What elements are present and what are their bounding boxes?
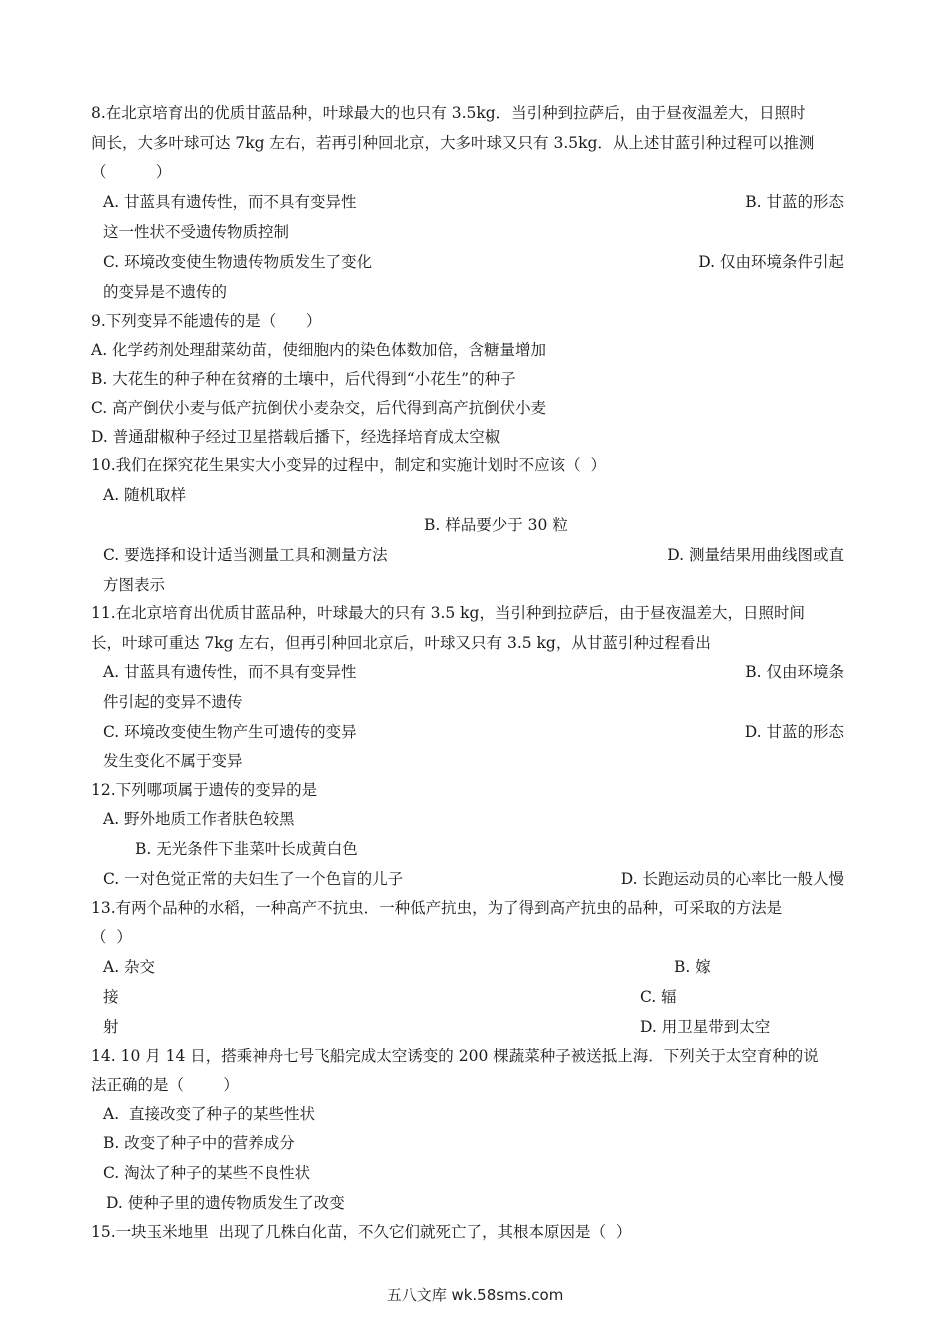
q9-option-a: A. 化学药剂处理甜菜幼苗，使细胞内的染色体数加倍，含糖量增加 [91, 341, 547, 359]
q8-stem-line-3: （ ） [91, 163, 172, 181]
q10-stem: 10.我们在探究花生果实大小变异的过程中，制定和实施计划时不应该（ ） [91, 456, 607, 474]
q8-option-b-cont: 这一性状不受遗传物质控制 [103, 223, 290, 241]
q14-stem-line-1: 14. 10 月 14 日，搭乘神舟七号飞船完成太空诱变的 200 棵蔬菜种子被送抵上海．下列关于太空育种的说 [91, 1047, 819, 1065]
q9-option-b: B. 大花生的种子种在贫瘠的土壤中，后代得到“小花生”的种子 [91, 370, 516, 388]
q11-option-d-cont: 发生变化不属于变异 [103, 752, 243, 770]
q11-stem-line-2: 长，叶球可重达 7kg 左右，但再引种回北京后，叶球又只有 3.5 kg，从甘蓝引种过程看出 [91, 634, 711, 652]
q8-stem-line-2: 间长，大多叶球可达 7kg 左右，若再引种回北京，大多叶球又只有 3.5kg．从上述甘蓝引种过程可以推测 [91, 134, 815, 152]
q10-option-a: A. 随机取样 [103, 486, 187, 504]
q11-option-b-cont: 件引起的变异不遗传 [103, 693, 243, 711]
q13-option-c: C. 辐 [640, 988, 677, 1006]
q11-option-b: B. 仅由环境条 [745, 663, 844, 681]
q12-stem: 12.下列哪项属于遗传的变异的是 [91, 781, 318, 799]
q9-stem: 9.下列变异不能遗传的是（ ） [91, 312, 322, 330]
q14-option-a: A. 直接改变了种子的某些性状 [103, 1105, 315, 1123]
q13-option-b: B. 嫁 [674, 958, 711, 976]
q13-option-b-cont: 接 [103, 988, 119, 1006]
q10-option-b: B. 样品要少于 30 粒 [424, 516, 568, 534]
q12-option-b: B. 无光条件下韭菜叶长成黄白色 [135, 840, 358, 858]
q13-stem-line-1: 13.有两个品种的水稻，一种高产不抗虫．一种低产抗虫，为了得到高产抗虫的品种，可采取的方法是 [91, 899, 783, 917]
q13-stem-line-2: （ ） [91, 928, 132, 946]
q15-stem: 15.一块玉米地里 出现了几株白化苗，不久它们就死亡了，其根本原因是（ ） [91, 1223, 632, 1241]
q8-option-d: D. 仅由环境条件引起 [698, 253, 844, 271]
q8-option-a: A. 甘蓝具有遗传性，而不具有变异性 [103, 193, 357, 211]
q11-stem-line-1: 11.在北京培育出优质甘蓝品种，叶球最大的只有 3.5 kg，当引种到拉萨后，由于昼夜温差大，日照时间 [91, 604, 805, 622]
q10-option-d-cont: 方图表示 [103, 576, 166, 594]
q12-option-a: A. 野外地质工作者肤色较黑 [103, 810, 295, 828]
q8-option-c: C. 环境改变使生物遗传物质发生了变化 [103, 253, 373, 271]
q9-option-d: D. 普通甜椒种子经过卫星搭载后播下，经选择培育成太空椒 [91, 428, 501, 446]
q14-option-c: C. 淘汰了种子的某些不良性状 [103, 1164, 311, 1182]
q11-option-d: D. 甘蓝的形态 [744, 723, 844, 741]
q14-option-b: B. 改变了种子中的营养成分 [103, 1134, 295, 1152]
q13-option-d: D. 用卫星带到太空 [640, 1018, 771, 1036]
q8-option-d-cont: 的变异是不遗传的 [103, 283, 228, 301]
q8-stem-line-1: 8.在北京培育出的优质甘蓝品种，叶球最大的也只有 3.5kg．当引种到拉萨后，由于昼夜温差大，日照时 [91, 104, 806, 122]
q11-option-a: A. 甘蓝具有遗传性，而不具有变异性 [103, 663, 357, 681]
q13-option-c-cont: 射 [103, 1018, 119, 1036]
q9-option-c: C. 高产倒伏小麦与低产抗倒伏小麦杂交，后代得到高产抗倒伏小麦 [91, 399, 547, 417]
q8-option-b: B. 甘蓝的形态 [745, 193, 844, 211]
q14-stem-line-2: 法正确的是（ ） [91, 1076, 239, 1094]
q10-option-d: D. 测量结果用曲线图或直 [667, 546, 844, 564]
q11-option-c: C. 环境改变使生物产生可遗传的变异 [103, 723, 357, 741]
q12-option-d: D. 长跑运动员的心率比一般人慢 [620, 870, 844, 888]
q14-option-d: D. 使种子里的遗传物质发生了改变 [106, 1194, 345, 1212]
q10-option-c: C. 要选择和设计适当测量工具和测量方法 [103, 546, 388, 564]
page-footer-watermark: 五八文库 wk.58sms.com [386, 1286, 564, 1304]
q12-option-c: C. 一对色觉正常的夫妇生了一个色盲的儿子 [103, 870, 404, 888]
q13-option-a: A. 杂交 [103, 958, 156, 976]
